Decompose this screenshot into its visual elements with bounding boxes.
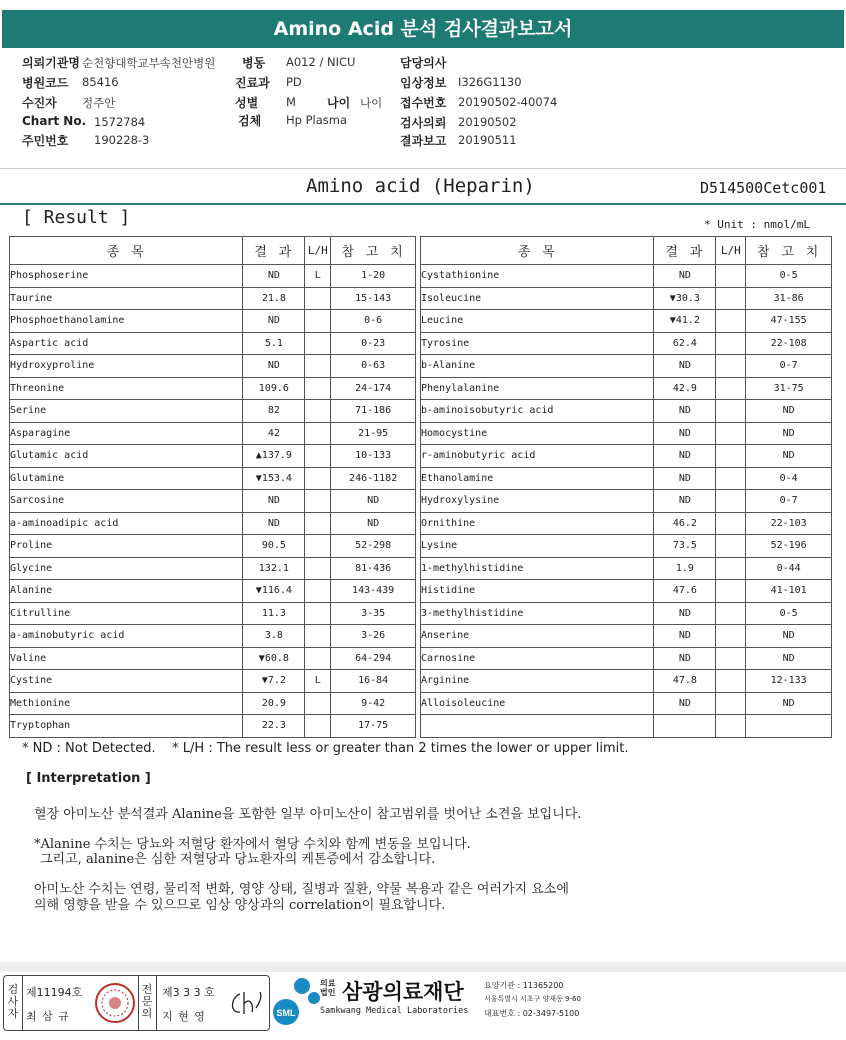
item-name: Homocystine [421,422,654,445]
item-ref: 52-298 [331,535,416,558]
org-info-2: 서울특별시 서초구 양재동 9-60 [484,995,581,1003]
item-ref: 0-7 [746,355,832,378]
item-lh [716,265,746,288]
table-row [10,512,416,535]
header-value: 나이 [360,96,383,110]
item-ref: 3-35 [331,602,416,625]
table-row [10,445,416,468]
logo-small-text: SML [276,1008,296,1018]
item-name: Tryptophan [10,715,243,738]
specialist-label: 전문의 [141,983,153,1020]
item-result: 21.8 [243,287,305,310]
item-result: 42.9 [654,377,716,400]
item-ref: 0-6 [331,310,416,333]
col-lh-header: L/H [305,237,331,265]
header-label: 담당의사 [400,56,447,70]
item-result: 132.1 [243,557,305,580]
item-result: ND [654,692,716,715]
item-result: 11.3 [243,602,305,625]
item-name: Phosphoethanolamine [10,310,243,333]
col-result-header: 결 과 [654,237,716,265]
table-row [10,715,416,738]
item-lh: L [305,265,331,288]
item-ref: 0-7 [746,490,832,513]
results-table-right [420,236,832,738]
table-row [421,580,832,603]
item-result: ▼153.4 [243,467,305,490]
table-row [10,265,416,288]
item-name: Tyrosine [421,332,654,355]
header-value: PD [286,75,302,89]
item-ref: 41-101 [746,580,832,603]
item-name: Ornithine [421,512,654,535]
item-name: r-aminobutyric acid [421,445,654,468]
item-name: 3-methylhistidine [421,602,654,625]
item-result: 82 [243,400,305,423]
item-ref: 31-75 [746,377,832,400]
table-row [10,557,416,580]
item-name: Glutamine [10,467,243,490]
item-lh [716,422,746,445]
item-ref: ND [746,625,832,648]
item-ref: ND [331,512,416,535]
item-lh [305,602,331,625]
item-lh [305,467,331,490]
table-row [10,580,416,603]
table-row [10,400,416,423]
interpretation-heading: [ Interpretation ] [26,771,151,786]
item-name: Phosphoserine [10,265,243,288]
item-lh [305,287,331,310]
item-lh [716,670,746,693]
item-ref: 47-155 [746,310,832,333]
item-result: ▼60.8 [243,647,305,670]
item-result: ND [654,602,716,625]
item-result: ND [654,355,716,378]
col-ref-header: 참 고 치 [331,237,416,265]
item-ref: 12-133 [746,670,832,693]
item-ref: ND [746,400,832,423]
item-name: Proline [10,535,243,558]
header-value: M [286,95,296,109]
examiner-name: 최 삼 규 [26,1010,70,1023]
item-lh [716,355,746,378]
header-value: 20190511 [458,133,517,147]
header-label: 나이 [327,96,351,110]
seal-icon [94,982,136,1024]
interpretation-p2a: *Alanine 수치는 당뇨와 저혈당 환자에서 혈당 수치와 함께 변동을 보입니다. [34,837,471,852]
item-ref: ND [746,445,832,468]
table-header-row [421,237,832,265]
item-result: ND [654,265,716,288]
signature-box [3,975,270,1031]
footnotes: * ND : Not Detected. * L/H : The result less or greater than 2 times the lower or upper limit. [22,741,629,756]
table-row [421,602,832,625]
item-lh [305,512,331,535]
item-lh [305,625,331,648]
table-row [421,625,832,648]
item-result: ND [243,265,305,288]
table-row [421,400,832,423]
table-row [10,355,416,378]
item-result: ND [243,310,305,333]
report-title-bar [2,10,844,48]
table-row [421,647,832,670]
item-result: ND [243,355,305,378]
item-result: 22.3 [243,715,305,738]
item-ref: 24-174 [331,377,416,400]
item-lh [305,535,331,558]
signature-icon [226,986,264,1020]
table-row [10,490,416,513]
item-lh [305,332,331,355]
item-lh [305,377,331,400]
col-lh-header: L/H [716,237,746,265]
item-lh [716,445,746,468]
table-row [10,602,416,625]
header-value: 정주안 [82,96,116,110]
interpretation-p1: 혈장 아미노산 분석결과 Alanine을 포함한 일부 아미노산이 참고범위를 벗어난 소견을 보입니다. [34,807,582,822]
item-lh [716,512,746,535]
item-lh [716,467,746,490]
header-label: 주민번호 [22,134,69,148]
item-lh [716,332,746,355]
header-value: 85416 [82,75,119,89]
doc-code: D514500Cetc001 [700,179,827,197]
item-name: Carnosine [421,647,654,670]
item-name [421,715,654,738]
report-title: Amino Acid 분석 검사결과보고서 [273,18,573,40]
item-result: ▼7.2 [243,670,305,693]
divider [22,976,23,1030]
item-result [654,715,716,738]
item-ref: 246-1182 [331,467,416,490]
header-divider [0,168,846,169]
item-lh [716,310,746,333]
item-result: 62.4 [654,332,716,355]
item-result: 42 [243,422,305,445]
doc-title-area [0,173,846,205]
item-lh [305,557,331,580]
item-name: Methionine [10,692,243,715]
table-row [10,692,416,715]
item-result: ▼41.2 [654,310,716,333]
header-label: 결과보고 [400,134,447,148]
table-row [10,332,416,355]
table-row [421,422,832,445]
table-row [421,535,832,558]
item-lh [716,715,746,738]
item-lh [716,692,746,715]
col-ref-header: 참 고 치 [746,237,832,265]
item-result: ▼30.3 [654,287,716,310]
item-ref: 0-4 [746,467,832,490]
item-ref: 16-84 [331,670,416,693]
item-name: Sarcosine [10,490,243,513]
table-row [421,467,832,490]
table-row [10,535,416,558]
header-value: 1572784 [94,115,146,129]
header-label: 임상정보 [400,76,447,90]
item-ref: 31-86 [746,287,832,310]
item-ref: 0-63 [331,355,416,378]
table-row [421,377,832,400]
item-name: Isoleucine [421,287,654,310]
item-result: 90.5 [243,535,305,558]
item-name: Glutamic acid [10,445,243,468]
item-ref [746,715,832,738]
header-label: 병원코드 [22,76,69,90]
item-result: 73.5 [654,535,716,558]
item-result: ND [243,512,305,535]
header-label: 진료과 [235,76,270,90]
header-value: 190228-3 [94,133,150,147]
header-label: 병동 [242,56,266,70]
header-label: 검사의뢰 [400,116,447,130]
item-ref: ND [746,692,832,715]
item-name: Aspartic acid [10,332,243,355]
unit-label: * Unit : nmol/mL [704,218,810,231]
table-row [421,490,832,513]
examiner-label: 검사자 [7,983,19,1020]
item-result: ▲137.9 [243,445,305,468]
item-name: Leucine [421,310,654,333]
item-lh [716,490,746,513]
item-lh [716,400,746,423]
table-row [421,310,832,333]
item-ref: 17-75 [331,715,416,738]
item-name: Taurine [10,287,243,310]
table-row [10,670,416,693]
header-label: 수진자 [22,96,57,110]
item-ref: 81-436 [331,557,416,580]
org-info-1: 요양기관 : 11365200 [484,981,564,990]
item-lh [305,422,331,445]
item-lh [305,490,331,513]
result-heading: [ Result ] [22,207,131,228]
table-row [421,692,832,715]
item-ref: 22-103 [746,512,832,535]
item-ref: 10-133 [331,445,416,468]
item-result: ND [654,647,716,670]
item-lh [716,580,746,603]
item-result: 20.9 [243,692,305,715]
item-ref: 0-5 [746,265,832,288]
item-result: 47.8 [654,670,716,693]
item-lh [305,400,331,423]
item-name: Cystine [10,670,243,693]
item-lh [716,287,746,310]
col-result-header: 결 과 [243,237,305,265]
item-ref: 1-20 [331,265,416,288]
org-prefix: 의료법인 [320,979,336,997]
header-value: A012 / NICU [286,55,356,69]
item-result: ND [654,625,716,648]
table-row [421,445,832,468]
table-row [10,467,416,490]
item-name: Arginine [421,670,654,693]
item-name: Alanine [10,580,243,603]
item-name: Ethanolamine [421,467,654,490]
item-ref: 52-196 [746,535,832,558]
col-item-header: 종 목 [10,237,243,265]
item-result: ▼116.4 [243,580,305,603]
item-lh [305,715,331,738]
item-name: Threonine [10,377,243,400]
item-ref: ND [331,490,416,513]
item-name: b-aminoisobutyric acid [421,400,654,423]
header-label: 의뢰기관명 [22,56,80,70]
specialist-license: 제3 3 3 호 [162,986,215,999]
item-result: 3.8 [243,625,305,648]
item-name: Histidine [421,580,654,603]
interpretation-p2b: 그리고, alanine은 심한 저혈당과 당뇨환자의 케톤증에서 감소합니다. [40,852,436,867]
results-table-left [9,236,416,738]
org-info-3: 대표번호 : 02-3497-5100 [484,1009,580,1018]
item-result: 47.6 [654,580,716,603]
item-name: Phenylalanine [421,377,654,400]
item-result: 46.2 [654,512,716,535]
table-row [421,287,832,310]
header-value: Hp Plasma [286,113,348,127]
title-rule [0,203,846,205]
header-label: 성별 [235,96,259,110]
item-lh [305,355,331,378]
item-ref: ND [746,647,832,670]
item-result: ND [654,490,716,513]
item-name: Anserine [421,625,654,648]
item-result: ND [654,422,716,445]
item-lh [716,557,746,580]
examiner-license: 제11194호 [26,986,83,999]
item-lh [305,647,331,670]
interpretation-p3b: 의해 영향을 받을 수 있으므로 임상 양상과의 correlation이 필요합니다. [34,898,446,913]
divider [156,976,157,1030]
item-name: Cystathionine [421,265,654,288]
item-ref: 0-44 [746,557,832,580]
table-row [10,310,416,333]
item-name: Serine [10,400,243,423]
item-result: 109.6 [243,377,305,400]
table-row [10,377,416,400]
header-value: I326G1130 [458,75,522,89]
org-name: 삼광의료재단 [342,980,464,1004]
item-ref: 15-143 [331,287,416,310]
item-ref: 0-5 [746,602,832,625]
item-name: Glycine [10,557,243,580]
col-item-header: 종 목 [421,237,654,265]
interpretation-p3a: 아미노산 수치는 연령, 물리적 변화, 영양 상태, 질병과 질환, 약물 복용과 같은 여러가지 요소에 [34,882,569,897]
item-lh [716,602,746,625]
item-result: 1.9 [654,557,716,580]
item-name: a-aminoadipic acid [10,512,243,535]
item-name: Asparagine [10,422,243,445]
item-name: b-Alanine [421,355,654,378]
table-row [421,512,832,535]
table-row [10,625,416,648]
item-name: Alloisoleucine [421,692,654,715]
item-result: ND [654,445,716,468]
table-row [421,355,832,378]
org-footer [272,972,846,1032]
item-ref: ND [746,422,832,445]
table-row [421,670,832,693]
table-row [421,265,832,288]
table-row [10,422,416,445]
specialist-name: 지 현 영 [162,1010,206,1023]
table-row [421,332,832,355]
item-lh [716,377,746,400]
item-name: 1-methylhistidine [421,557,654,580]
footer-band [0,962,846,972]
item-ref: 22-108 [746,332,832,355]
header-label: Chart No. [22,114,87,128]
item-name: Citrulline [10,602,243,625]
item-lh [716,535,746,558]
item-ref: 9-42 [331,692,416,715]
item-lh [305,692,331,715]
divider [138,976,139,1030]
item-name: a-aminobutyric acid [10,625,243,648]
item-ref: 21-95 [331,422,416,445]
header-label: 검체 [238,114,262,128]
item-lh [305,580,331,603]
item-ref: 3-26 [331,625,416,648]
item-lh [716,647,746,670]
header-value: 20190502-40074 [458,95,558,109]
doc-title: Amino acid (Heparin) [306,175,535,197]
item-lh [305,445,331,468]
header-value: 20190502 [458,115,517,129]
item-result: ND [654,467,716,490]
item-name: Lysine [421,535,654,558]
item-lh [716,625,746,648]
item-name: Valine [10,647,243,670]
item-name: Hydroxyproline [10,355,243,378]
table-row [421,715,832,738]
org-english-name: Samkwang Medical Laboratories [320,1006,469,1016]
item-result: ND [654,400,716,423]
item-ref: 71-186 [331,400,416,423]
item-result: 5.1 [243,332,305,355]
header-value: 순천향대학교부속천안병원 [82,56,216,70]
item-lh [305,310,331,333]
item-ref: 64-294 [331,647,416,670]
table-row [10,287,416,310]
table-header-row [10,237,416,265]
item-ref: 143-439 [331,580,416,603]
item-name: Hydroxylysine [421,490,654,513]
header-label: 접수번호 [400,96,447,110]
item-result: ND [243,490,305,513]
patient-header [22,54,822,154]
table-row [10,647,416,670]
item-ref: 0-23 [331,332,416,355]
table-row [421,557,832,580]
item-lh: L [305,670,331,693]
